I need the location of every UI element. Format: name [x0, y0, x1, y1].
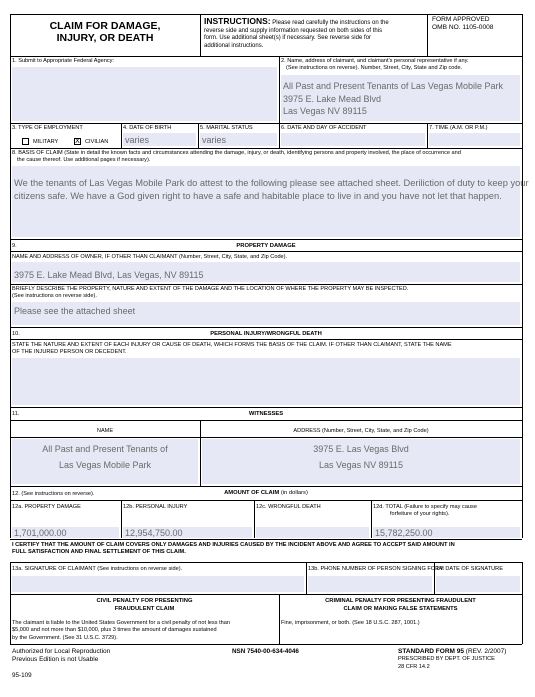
witness-name-header: NAME: [96, 428, 114, 434]
injury-label: [12, 342, 452, 357]
criminal-penalty-text: Fine, imprisonment, or both. (See 18 U.S.C. 287, 1001.): [281, 620, 420, 626]
box7-label: 7. TIME (A.M. OR P.M.): [429, 125, 488, 131]
amount-heading: [10, 490, 522, 497]
standard-form-revision: (REV. 2/2007): [465, 648, 507, 655]
box3-label: 3. TYPE OF EMPLOYMENT: [12, 125, 83, 131]
box2-label-line2: (See instructions on reverse). Number, Street, City, State and Zip code.: [286, 65, 463, 72]
claimant-line2: 3975 E. Lake Mead Blvd: [283, 93, 382, 104]
property-damage-amount: 1,701,000.00: [14, 528, 67, 538]
instructions-line4: additional instructions.: [204, 42, 264, 49]
injury-heading: PERSONAL INJURY/WRONGFUL DEATH: [210, 331, 322, 337]
form-approved-line1: FORM APPROVED: [432, 16, 490, 23]
box11-number: 11.: [12, 411, 20, 417]
box5-label: 5. MARITAL STATUS: [200, 125, 253, 131]
reproduction-line2: Previous Edition is not Usable: [12, 656, 99, 664]
box6-label: 6. DATE AND DAY OF ACCIDENT: [281, 125, 367, 131]
property-describe-line1: BRIEFLY DESCRIBE THE PROPERTY, NATURE AND EXTENT OF THE DAMAGE AND THE LOCATION OF WHERE THE PROPERTY MAY BE INSPECTED.: [12, 286, 409, 292]
certify-statement: [12, 542, 455, 557]
owner-label: NAME AND ADDRESS OF OWNER, IF OTHER THAN CLAIMANT (Number, Street, City, State, and Zip Code).: [12, 254, 288, 260]
claimant-line3: Las Vegas NV 89115: [283, 106, 367, 116]
box12-label: 12. (See instructions on reverse).: [12, 491, 95, 497]
civil-text-line3: by the Government. (See 31 U.S.C. 3729).: [12, 634, 118, 641]
certify-line1: I CERTIFY THAT THE AMOUNT OF CLAIM COVERS ONLY DAMAGES AND INJURIES CAUSED BY THE INCIDENT ABOVE AND AGREE TO ACCEPT SAID AMOUNT IN: [12, 542, 455, 548]
wrongful-death-label: 12c. WRONGFUL DEATH: [256, 504, 321, 510]
witness-name-line2: Las Vegas Mobile Park: [58, 460, 152, 470]
box2-label-line1: 2. Name, address of claimant, and claimant's personal representative if any.: [281, 58, 469, 64]
dob-value: varies: [125, 135, 150, 145]
witness-address-header: ADDRESS (Number, Street, City, State, and Zip Code): [293, 428, 429, 434]
personal-injury-label: 12b. PERSONAL INJURY: [123, 504, 188, 510]
total-label-line2: forfeiture of your rights).: [390, 511, 450, 518]
witness-address-line1: 3975 E. Las Vegas Blvd: [313, 444, 409, 454]
military-checkbox[interactable]: [22, 138, 29, 145]
standard-form-number: STANDARD FORM 95: [398, 648, 464, 655]
basis-of-claim-value: [14, 177, 529, 203]
instructions-line2: reverse side and supply information requested on both sides of this: [204, 27, 383, 34]
witness-name-line1: All Past and Present Tenants of: [42, 444, 168, 454]
property-damage-label: 12a. PROPERTY DAMAGE: [12, 504, 81, 510]
box9-number: 9.: [12, 243, 17, 249]
civil-penalty-heading: [10, 598, 279, 614]
amount-heading-suffix: (in dollars): [280, 490, 308, 496]
civil-penalty-text: [12, 620, 230, 642]
accident-date-field[interactable]: [281, 133, 425, 146]
civilian-check-mark: X: [75, 138, 80, 145]
prescribed-by: PRESCRIBED BY DEPT. OF JUSTICE: [398, 656, 495, 663]
civil-text-line2: $5,000 and not more than $10,000, plus 3 times the amount of damages sustained: [12, 627, 217, 634]
civil-heading-line2: FRAUDULENT CLAIM: [114, 605, 175, 612]
criminal-heading-line2: CLAIM OR MAKING FALSE STATEMENTS: [343, 605, 458, 612]
civilian-label: CIVILIAN: [85, 138, 109, 145]
civilian-checkbox[interactable]: [74, 138, 81, 145]
property-damage-heading: PROPERTY DAMAGE: [236, 243, 296, 249]
reproduction-line1: Authorized for Local Reproduction: [12, 648, 111, 655]
signature-label: 13a. SIGNATURE OF CLAIMANT (See instructions on reverse side).: [12, 566, 183, 572]
owner-value: 3975 E. Lake Mead Blvd, Las Vegas, NV 89115: [14, 270, 204, 280]
injury-label-line1: STATE THE NATURE AND EXTENT OF EACH INJURY OR CAUSE OF DEATH, WHICH FORMS THE BASIS OF THE CLAIM. IF OTHER THAN CLAIMANT, STATE THE NAME: [12, 342, 452, 348]
property-describe-line2: (See instructions on reverse side).: [12, 293, 97, 300]
box1-label: 1. Submit to Appropriate Federal Agency:: [12, 58, 114, 64]
total-amount: 15,782,250.00: [375, 528, 433, 538]
claimant-line1: All Past and Present Tenants of Las Vegas Mobile Park: [283, 81, 503, 91]
omb-number: OMB NO. 1105-0008: [432, 24, 494, 32]
form-approved: [432, 16, 493, 32]
form-code: 95-109: [12, 672, 32, 679]
box8-label-line1: 8. BASIS OF CLAIM (State in detail the known facts and circumstances attending the damage, injury, or death, identifying persons and property involved, the place of occurrence and: [12, 150, 461, 156]
criminal-heading-line1: CRIMINAL PENALTY FOR PRESENTING FRAUDULENT: [325, 598, 476, 604]
property-describe-label: [12, 286, 408, 301]
phone-field[interactable]: [308, 576, 432, 592]
box10-number: 10.: [12, 331, 20, 337]
box4-label: 4. DATE OF BIRTH: [123, 125, 172, 131]
witness-address-line2: Las Vegas NV 89115: [319, 460, 403, 470]
injury-field[interactable]: [12, 358, 520, 405]
total-label-line1: 12d. TOTAL (Failure to specify may cause: [373, 504, 477, 510]
reproduction-note: [12, 648, 110, 665]
instructions: [204, 16, 389, 50]
agency-field[interactable]: [12, 67, 277, 121]
cfr-reference: 28 CFR 14.2: [398, 663, 430, 670]
amount-heading-bold: AMOUNT OF CLAIM: [224, 490, 280, 496]
claimant-value: [283, 80, 503, 118]
witness-address-value: [202, 441, 520, 473]
property-describe-value: Please see the attached sheet: [14, 306, 136, 316]
total-label: [373, 504, 477, 519]
signature-date-field[interactable]: [436, 576, 520, 592]
standard-form-info: [398, 648, 506, 671]
form-title: [10, 20, 200, 44]
box2-label: [281, 58, 469, 73]
instructions-line3: form. Use additional sheet(s) if necessary. See reverse side for: [204, 35, 371, 41]
witness-name-value: [12, 441, 198, 473]
instructions-line1: Please read carefully the instructions on the: [272, 20, 389, 26]
instructions-heading: INSTRUCTIONS:: [204, 16, 271, 26]
personal-injury-amount: 12,954,750.00: [125, 528, 183, 538]
form-title-line2: INJURY, OR DEATH: [56, 32, 154, 45]
nsn-number: NSN 7540-00-634-4046: [232, 648, 299, 655]
military-label: MILITARY: [33, 138, 59, 145]
accident-time-field[interactable]: [429, 133, 520, 146]
basis-line2: citizens safe. We have a God given right to have a safe and habitable place to live in and you have not let that happen.: [14, 191, 502, 201]
civil-text-line1: The claimant is liable to the United States Government for a civil penalty of not less than: [12, 620, 230, 626]
civil-heading-line1: CIVIL PENALTY FOR PRESENTING: [96, 598, 193, 604]
injury-label-line2: OF THE INJURED PERSON OR DECEDENT.: [12, 349, 127, 356]
signature-date-label: 14. DATE OF SIGNATURE: [436, 566, 503, 572]
signature-field[interactable]: [12, 576, 304, 592]
criminal-penalty-heading: [279, 598, 522, 614]
box8-label-line2: the cause thereof. Use additional pages if necessary).: [17, 157, 151, 164]
box8-label: [12, 150, 461, 165]
basis-line1: We the tenants of Las Vegas Mobile Park do attest to the following please see attached sheet. Deriliction of duty to keep your: [14, 178, 529, 188]
wrongful-death-amount-field[interactable]: [256, 527, 369, 538]
form-title-line1: CLAIM FOR DAMAGE,: [49, 20, 161, 32]
witnesses-heading: WITNESSES: [248, 411, 284, 417]
marital-value: varies: [202, 135, 227, 145]
certify-line2: FULL SATISFACTION AND FINAL SETTLEMENT OF THIS CLAIM.: [12, 549, 186, 556]
phone-label: 13b. PHONE NUMBER OF PERSON SIGNING FORM: [308, 566, 444, 572]
